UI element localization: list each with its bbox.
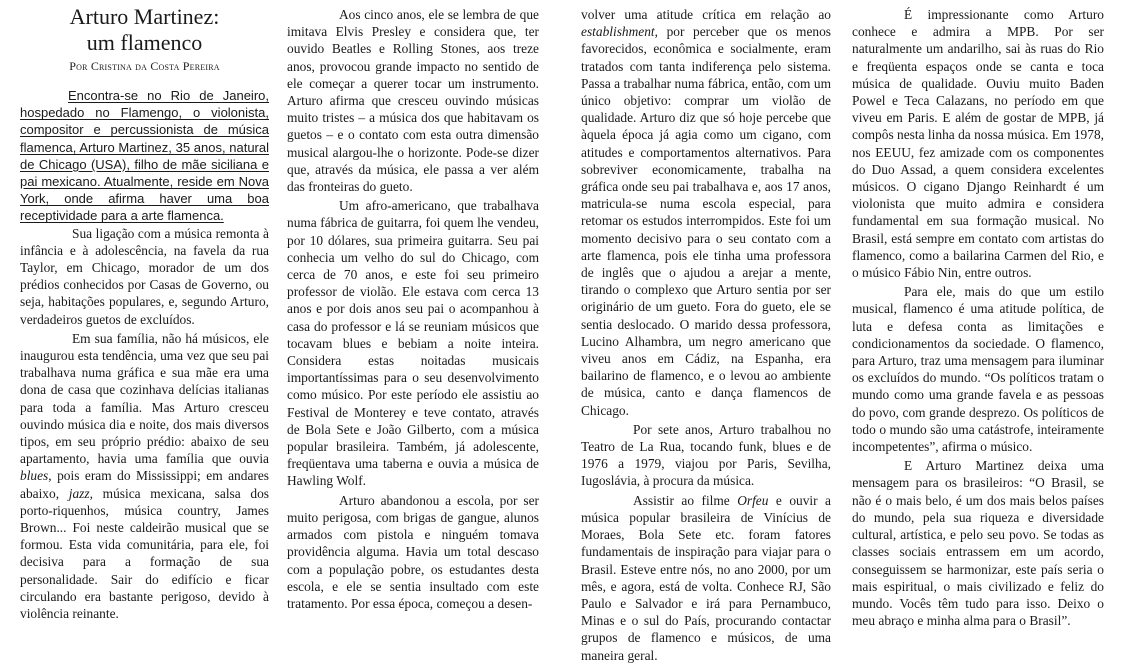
- column-3: [581, 6, 831, 663]
- column-4: [852, 6, 1104, 630]
- text-run: volver uma atitude crítica em relação ao: [581, 7, 831, 22]
- text-run: , pois eram do Mississippi; em andares abaixo,: [20, 468, 269, 501]
- italic-term: establishment: [581, 24, 655, 40]
- paragraph: [20, 330, 269, 622]
- title-line-1: Arturo Martinez:: [69, 4, 220, 29]
- column-1: [20, 0, 269, 624]
- text-run: Assistir ao filme: [633, 492, 738, 508]
- italic-term: blues: [20, 468, 49, 484]
- text-run: Em sua família, não há músicos, ele inaugurou esta tendência, uma vez que seu pai trabalhava numa gráfica e sua mãe era uma dona de casa que cozinhava delícias italianas para toda a família. Mas Arturo cresceu ouvindo música dia e noite, dos mais diversos tipos, em seu próprio prédio: abaixo de seu apartamento, havia uma família que ouvia: [20, 330, 269, 467]
- paragraph: Por sete anos, Arturo trabalhou no Teatro de La Rua, tocando funk, blues e de 1976 a 1979, viajou por Paris, Sevilha, Iugoslávia, à procura da música.: [581, 421, 831, 489]
- paragraph: Aos cinco anos, ele se lembra de que imitava Elvis Presley e considera que, ter ouvido Beatles e Rolling Stones, aos treze anos, provocou grande impacto no sentido de ele começar a querer tocar um instrumento. Arturo afirma que cresceu ouvindo músicas muito tristes – a música dos que habitavam os guetos – e o contato com esta outra dimensão musical alargou-lhe o horizonte. Pode-se dizer que, através da música, ele passa a ver além das fronteiras do gueto.: [287, 7, 539, 195]
- paragraph: Arturo abandonou a escola, por ser muito perigosa, com brigas de gangue, alunos armados com pistola e ninguém tomava providência alguma. Havia um total descaso com a população pobre, os estudantes desta escola, e ele se sentia insultado com este tratamento. Por essa época, começou a desen-: [287, 492, 539, 611]
- text-run: , música mexicana, salsa dos porto-riquenhos, música country, James Brown... Foi neste caldeirão musical que se formou. Esta vida comunitária, para ele, foi decisiva para a formação de sua personalidade. Sair do edifício e ficar circulando era bastante perigoso, devido à violência reinante.: [20, 485, 270, 622]
- paragraph: Para ele, mais do que um estilo musical, flamenco é uma atitude política, de luta e defesa conta as limitações e condicionamentos da sociedade. O flamenco, para Arturo, traz uma mensagem para iluminar os excluídos do mundo. “Os políticos tratam o mundo como uma grande favela e as pessoas do povo, com grande desprezo. Os políticos de todo o mundo são uma catástrofe, inteiramente incompetentes”, afirma o músico.: [852, 284, 1104, 455]
- paragraph: [581, 492, 831, 664]
- byline: Por Cristina da Costa Pereira: [69, 59, 220, 73]
- paragraph: Sua ligação com a música remonta à infância e à adolescência, na favela da rua Taylor, em Chicago, morador de um dos prédios conhecidos por Casas de Governo, ou seja, habitações populares, e, segundo Arturo, verdadeiros guetos de excluídos.: [20, 225, 269, 327]
- paragraph: E Arturo Martinez deixa uma mensagem para os brasileiros: “O Brasil, se não é o mais belo, é um dos mais belos países do mundo, pela sua riqueza e diversidade cultural, artística, e pelo seu povo. Se todas as classes sociais entrassem em um acordo, conseguissem se harmonizar, este país seria o mais espiritual, o mais civilizado e feliz do mundo. Vocês têm tudo para isso. Deixo o meu abraço e minha alma para o Brasil”.: [852, 458, 1104, 629]
- paragraph: Um afro-americano, que trabalhava numa fábrica de guitarra, foi quem lhe vendeu, por 10 dólares, sua primeira guitarra. Seu pai conhecia um velho do sul do Chicago, com cerca de 70 anos, e este foi seu primeiro professor de violão. Ele estava com cerca 13 anos e por dois anos seu pai o acompanhou à casa do professor e lá se reuniam músicos que tocavam blues e bebiam a noite inteira. Considera estas noitadas musicais importantíssimas para o seu desenvolvimento como músico. Por este período ele assistiu ao Festival de Monterey e teve contato, através de Bola Sete e João Gilberto, com a música popular brasileira. Também, já adolescente, freqüentava uma taberna e ouvia a música de Hawling Wolf.: [287, 198, 539, 489]
- lead-paragraph: Encontra-se no Rio de Janeiro, hospedado no Flamengo, o violonista, compositor e percussionista de música flamenca, Arturo Martinez, 35 anos, natural de Chicago (USA), filho de mãe siciliana e pai mexicano. Atualmente, reside em Nova York, onde afirma haver uma boa receptividade para a arte flamenca.: [20, 88, 269, 224]
- italic-term: Orfeu: [737, 492, 769, 508]
- paragraph: [581, 6, 831, 419]
- title-line-2: um flamenco: [86, 30, 203, 55]
- text-run: e ouvir a música popular brasileira de Vinícius de Moraes, Bola Sete etc. foram fatores fundamentais de inspiração para viajar para o Brasil. Esteve entre nós, no ano 2000, por um mês, e agora, está de volta. Conhece RJ, São Paulo e Salvador e irá para Pernambuco, Minas e o sul do País, procurando contactar grupos de flamenco e músicos, de uma maneira geral.: [581, 492, 831, 663]
- italic-term: jazz: [68, 485, 90, 501]
- text-run: , por perceber que os menos favorecidos, econômica e socialmente, eram tratados com tanta indiferença pelo sistema. Passa a trabalhar numa fábrica, então, com um único objetivo: comprar um violão de qualidade. Arturo diz que só hoje percebe que àquela época já agia como um cigano, com atitudes e comportamentos alternativos. Para sobreviver economicamente, trabalha na gráfica onde seu pai trabalhava e, aos 17 anos, matricula-se numa escola especial, para retomar os estudos interrompidos. Este foi um momento decisivo para o seu contato com a arte flamenca, pois ele tinha uma professora de inglês que o ajudou a arejar a mente, tirando o complexo que Arturo sentia por ser originário de um gueto. Fora do gueto, ele se sentia deslocado. O marido dessa professora, Lucino Alhambra, um negro americano que viveu anos em Cádiz, na Espanha, era bailarino de flamenco, e o levou ao ambiente de música, canto e dança flamencos de Chicago.: [581, 24, 831, 418]
- article-title: [20, 4, 269, 56]
- paragraph: É impressionante como Arturo conhece e admira a MPB. Por ser naturalmente um andarilho, sai às ruas do Rio e freqüenta espaços onde se canta e toca música de qualidade. Ouviu muito Baden Powel e Teca Calazans, no período em que viveu em Paris. E além de gostar de MPB, já compôs nesta linha da nossa música. Em 1978, nos EEUU, fez amizade com os componentes do Duo Assad, a quem considera excelentes músicos. O cigano Django Reinhardt é um violonista que muito admira e considera fundamental em sua formação musical. No Brasil, está sempre em contato com artistas do flamenco, como a bailarina Carmen del Rio, e o músico Fábio Nin, entre outros.: [852, 7, 1104, 281]
- column-2: [287, 6, 539, 630]
